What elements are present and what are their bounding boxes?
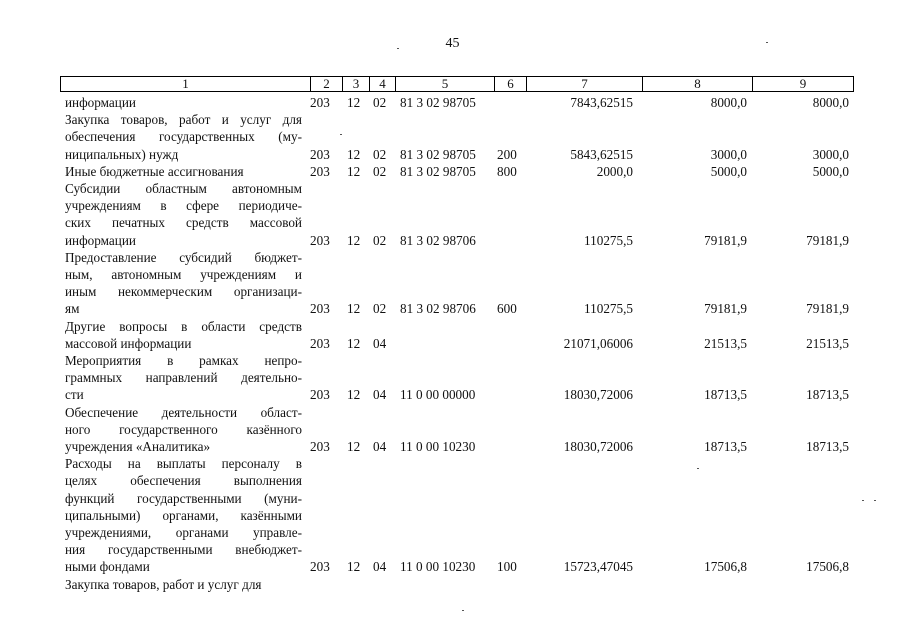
cell-c3: 12: [347, 438, 361, 454]
scan-speck: [397, 48, 399, 49]
cell-c5: 11 0 00 10230: [400, 438, 476, 454]
description-line: Другие вопросы в области средств: [65, 318, 302, 334]
cell-c9: 5000,0: [812, 163, 849, 179]
cell-c9: 21513,5: [806, 335, 849, 351]
row-values: [0, 558, 905, 575]
description-line: Предоставление субсидий бюджет-: [65, 249, 302, 265]
cell-c8: 18713,5: [704, 387, 747, 403]
description-line: ным, автономным учреждениям и: [65, 267, 302, 282]
header-col-9: 9: [752, 77, 853, 91]
description-line: ям: [65, 301, 80, 317]
cell-c5: 81 3 02 98705: [400, 163, 476, 179]
cell-c2: 203: [310, 438, 330, 454]
cell-c7: 18030,72006: [563, 387, 633, 403]
page-number: 45: [445, 36, 460, 51]
cell-c5: 81 3 02 98705: [400, 146, 476, 162]
row-values: [0, 335, 905, 352]
header-col-8: 8: [642, 77, 752, 91]
cell-c7: 5843,62515: [570, 146, 633, 162]
description-line: ципальными) органами, казёнными: [65, 507, 302, 523]
cell-c9: 79181,9: [806, 232, 849, 248]
cell-c4: 02: [373, 163, 387, 179]
cell-c3: 12: [347, 146, 361, 162]
cell-c3: 12: [347, 301, 361, 317]
cell-c7: 7843,62515: [570, 95, 633, 110]
cell-c2: 203: [310, 146, 330, 162]
header-col-5: 5: [395, 77, 494, 91]
cell-c7: 21071,06006: [563, 335, 633, 351]
description-line: учреждениям в сфере периодиче-: [65, 198, 302, 214]
cell-c9: 17506,8: [806, 559, 849, 575]
description-line: сти: [65, 387, 84, 403]
cell-c4: 04: [373, 559, 387, 575]
cell-c2: 203: [310, 232, 330, 248]
cell-c4: 04: [373, 335, 387, 351]
row-values: [0, 94, 905, 111]
description-line: ния государственными внебюджет-: [65, 542, 302, 558]
scan-speck: [862, 500, 864, 501]
cell-c8: 3000,0: [710, 146, 747, 162]
scan-speck: [766, 42, 768, 43]
cell-c3: 12: [347, 163, 361, 179]
cell-c7: 18030,72006: [563, 438, 633, 454]
cell-c2: 203: [310, 335, 330, 351]
description-line: граммных направлений деятельно-: [65, 370, 302, 386]
row-values: [0, 163, 905, 180]
cell-c9: 3000,0: [812, 146, 849, 162]
header-col-6: 6: [494, 77, 526, 91]
row-values: [0, 438, 905, 455]
description-line: ских печатных средств массовой: [65, 215, 302, 231]
cell-c4: 02: [373, 301, 387, 317]
cell-c5: 81 3 02 98706: [400, 301, 476, 317]
cell-c9: 79181,9: [806, 301, 849, 317]
row-values: [0, 300, 905, 317]
cell-c7: 110275,5: [584, 232, 633, 248]
cell-c4: 02: [373, 232, 387, 248]
cell-c5: 11 0 00 00000: [400, 387, 476, 403]
cell-c7: 15723,47045: [563, 559, 633, 575]
scan-speck: [462, 610, 464, 611]
cell-c8: 21513,5: [704, 335, 747, 351]
cell-c9: 8000,0: [812, 95, 849, 110]
description-line: Расходы на выплаты персоналу в: [65, 456, 302, 472]
row-values: [0, 576, 905, 593]
cell-c8: 79181,9: [704, 301, 747, 317]
scan-speck: [697, 468, 699, 469]
cell-c5: 11 0 00 10230: [400, 559, 476, 575]
cell-c4: 02: [373, 95, 387, 110]
description-line: учреждениями, органами управле-: [65, 525, 302, 540]
description-line: ными фондами: [65, 559, 150, 575]
header-col-7: 7: [526, 77, 642, 91]
row-values: [0, 386, 905, 403]
description-line: Субсидии областным автономным: [65, 181, 302, 196]
cell-c9: 18713,5: [806, 438, 849, 454]
cell-c2: 203: [310, 387, 330, 403]
cell-c7: 2000,0: [596, 163, 633, 179]
description-line: информации: [65, 95, 136, 110]
description-line: Мероприятия в рамках непро-: [65, 353, 302, 368]
description-line: Обеспечение деятельности област-: [65, 404, 302, 420]
cell-c3: 12: [347, 387, 361, 403]
header-col-1: 1: [182, 76, 189, 91]
cell-c2: 203: [310, 559, 330, 575]
description-line: учреждения «Аналитика»: [65, 439, 211, 454]
description-line: функций государственными (муни-: [65, 490, 302, 506]
cell-c6: 100: [497, 559, 517, 575]
header-col-4: 4: [369, 77, 395, 91]
description-line: Закупка товаров, работ и услуг для: [65, 112, 302, 128]
cell-c8: 17506,8: [704, 559, 747, 575]
cell-c6: 200: [497, 146, 517, 162]
cell-c8: 18713,5: [704, 438, 747, 454]
description-line: информации: [65, 232, 136, 248]
cell-c5: 81 3 02 98705: [400, 95, 476, 110]
scan-speck: [340, 134, 342, 135]
table-header: [60, 76, 854, 92]
description-line: Иные бюджетные ассигнования: [65, 163, 244, 179]
cell-c3: 12: [347, 232, 361, 248]
cell-c6: 800: [497, 163, 517, 179]
description-line: обеспечения государственных (му-: [65, 129, 302, 145]
cell-c6: 600: [497, 301, 517, 317]
description-line: целях обеспечения выполнения: [65, 473, 302, 489]
cell-c3: 12: [347, 95, 361, 110]
cell-c3: 12: [347, 335, 361, 351]
cell-c5: 81 3 02 98706: [400, 232, 476, 248]
cell-c2: 203: [310, 95, 330, 110]
description-line: иным некоммерческим организаци-: [65, 284, 302, 300]
description-line: ниципальных) нужд: [65, 146, 179, 162]
cell-c9: 18713,5: [806, 387, 849, 403]
row-values: [0, 232, 905, 249]
cell-c2: 203: [310, 163, 330, 179]
cell-c7: 110275,5: [584, 301, 633, 317]
cell-c4: 02: [373, 146, 387, 162]
description-line: массовой информации: [65, 335, 192, 351]
cell-c8: 8000,0: [710, 95, 747, 110]
scan-speck: [874, 500, 876, 501]
row-values: [0, 146, 905, 163]
cell-c8: 5000,0: [710, 163, 747, 179]
cell-c4: 04: [373, 438, 387, 454]
description-line: Закупка товаров, работ и услуг для: [65, 576, 262, 592]
header-col-3: 3: [342, 77, 369, 91]
cell-c3: 12: [347, 559, 361, 575]
header-col-2: 2: [310, 77, 342, 91]
cell-c4: 04: [373, 387, 387, 403]
cell-c8: 79181,9: [704, 232, 747, 248]
description-line: ного государственного казённого: [65, 421, 302, 437]
cell-c2: 203: [310, 301, 330, 317]
